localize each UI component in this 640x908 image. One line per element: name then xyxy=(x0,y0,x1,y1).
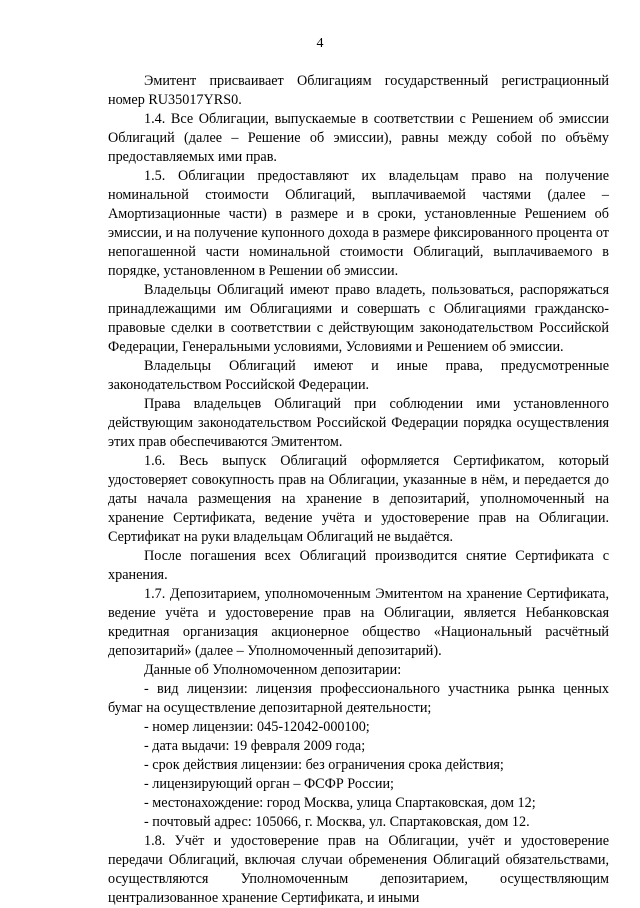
list-item-issue-date: - дата выдачи: 19 февраля 2009 года; xyxy=(144,738,366,754)
paragraph-certificate-removal: После погашения всех Облигаций производится снятие Сертификата с хранения. xyxy=(108,548,609,583)
paragraph-rights-assurance: Права владельцев Облигаций при соблюдении ими установленного действующим законодательством Российской Федерации порядка осуществления этих прав обеспечиваются Эмитентом. xyxy=(108,396,609,450)
paragraph-1-6: 1.6. Весь выпуск Облигаций оформляется Сертификатом, который удостоверяет совокупность прав на Облигации, указанные в нём, и передается до даты начала размещения на хранение в депозитарий, уполномоченный на хранение Сертификата, ведение учёта и удостоверение прав на Облигации. Сертификат на руки владельцам Облигаций не выдаётся. xyxy=(108,453,609,545)
list-item-license-term: - срок действия лицензии: без ограничения срока действия; xyxy=(144,757,504,773)
paragraph-1-4: 1.4. Все Облигации, выпускаемые в соответствии с Решением об эмиссии Облигаций (далее – Решение об эмиссии), равны между собой по объёму предоставляемых ими прав. xyxy=(108,111,609,165)
paragraph-registration-number: Эмитент присваивает Облигациям государственный регистрационный номер RU35017YRS0. xyxy=(108,73,609,108)
paragraph-owner-rights: Владельцы Облигаций имеют право владеть, пользоваться, распоряжаться принадлежащими им Облигациями и совершать с Облигациями гражданско-правовые сделки в соответствии с действующим законодательством Российской Федерации, Генеральными условиями, Условиями и Решением об эмиссии. xyxy=(108,282,609,355)
paragraph-1-5: 1.5. Облигации предоставляют их владельцам право на получение номинальной стоимости Облигаций, выплачиваемой частями (далее – Амортизационные части) в размере и в сроки, установленные Решением об эмиссии, и на получение купонного дохода в размере фиксированного процента от непогашенной части номинальной стоимости Облигаций, выплачиваемого в порядке, установленном в Решении об эмиссии. xyxy=(108,168,609,279)
paragraph-1-7: 1.7. Депозитарием, уполномоченным Эмитентом на хранение Сертификата, ведение учёта и удостоверение прав на Облигации, является Небанковская кредитная организация акционерное общество «Национальный расчётный депозитарий» (далее – Уполномоченный депозитарий). xyxy=(108,586,609,659)
list-item-postal-address: - почтовый адрес: 105066, г. Москва, ул. Спартаковская, дом 12. xyxy=(144,814,530,830)
list-item-location: - местонахождение: город Москва, улица Спартаковская, дом 12; xyxy=(144,795,536,811)
paragraph-other-rights: Владельцы Облигаций имеют и иные права, предусмотренные законодательством Российской Федерации. xyxy=(108,358,609,393)
list-item-licensing-authority: - лицензирующий орган – ФСФР России; xyxy=(144,776,394,792)
page-number: 4 xyxy=(316,36,324,51)
paragraph-depository-data-heading: Данные об Уполномоченном депозитарии: xyxy=(144,662,402,678)
list-item-license-type: - вид лицензии: лицензия профессионального участника рынка ценных бумаг на осуществление депозитарной деятельности; xyxy=(108,681,609,716)
document-body xyxy=(108,72,609,908)
list-item-license-number: - номер лицензии: 045-12042-000100; xyxy=(144,719,370,735)
paragraph-1-8: 1.8. Учёт и удостоверение прав на Облигации, учёт и удостоверение передачи Облигаций, включая случаи обременения Облигаций обязательствами, осуществляются Уполномоченным депозитарием, осуществляющим централизованное хранение Сертификата, и иными xyxy=(108,833,609,906)
